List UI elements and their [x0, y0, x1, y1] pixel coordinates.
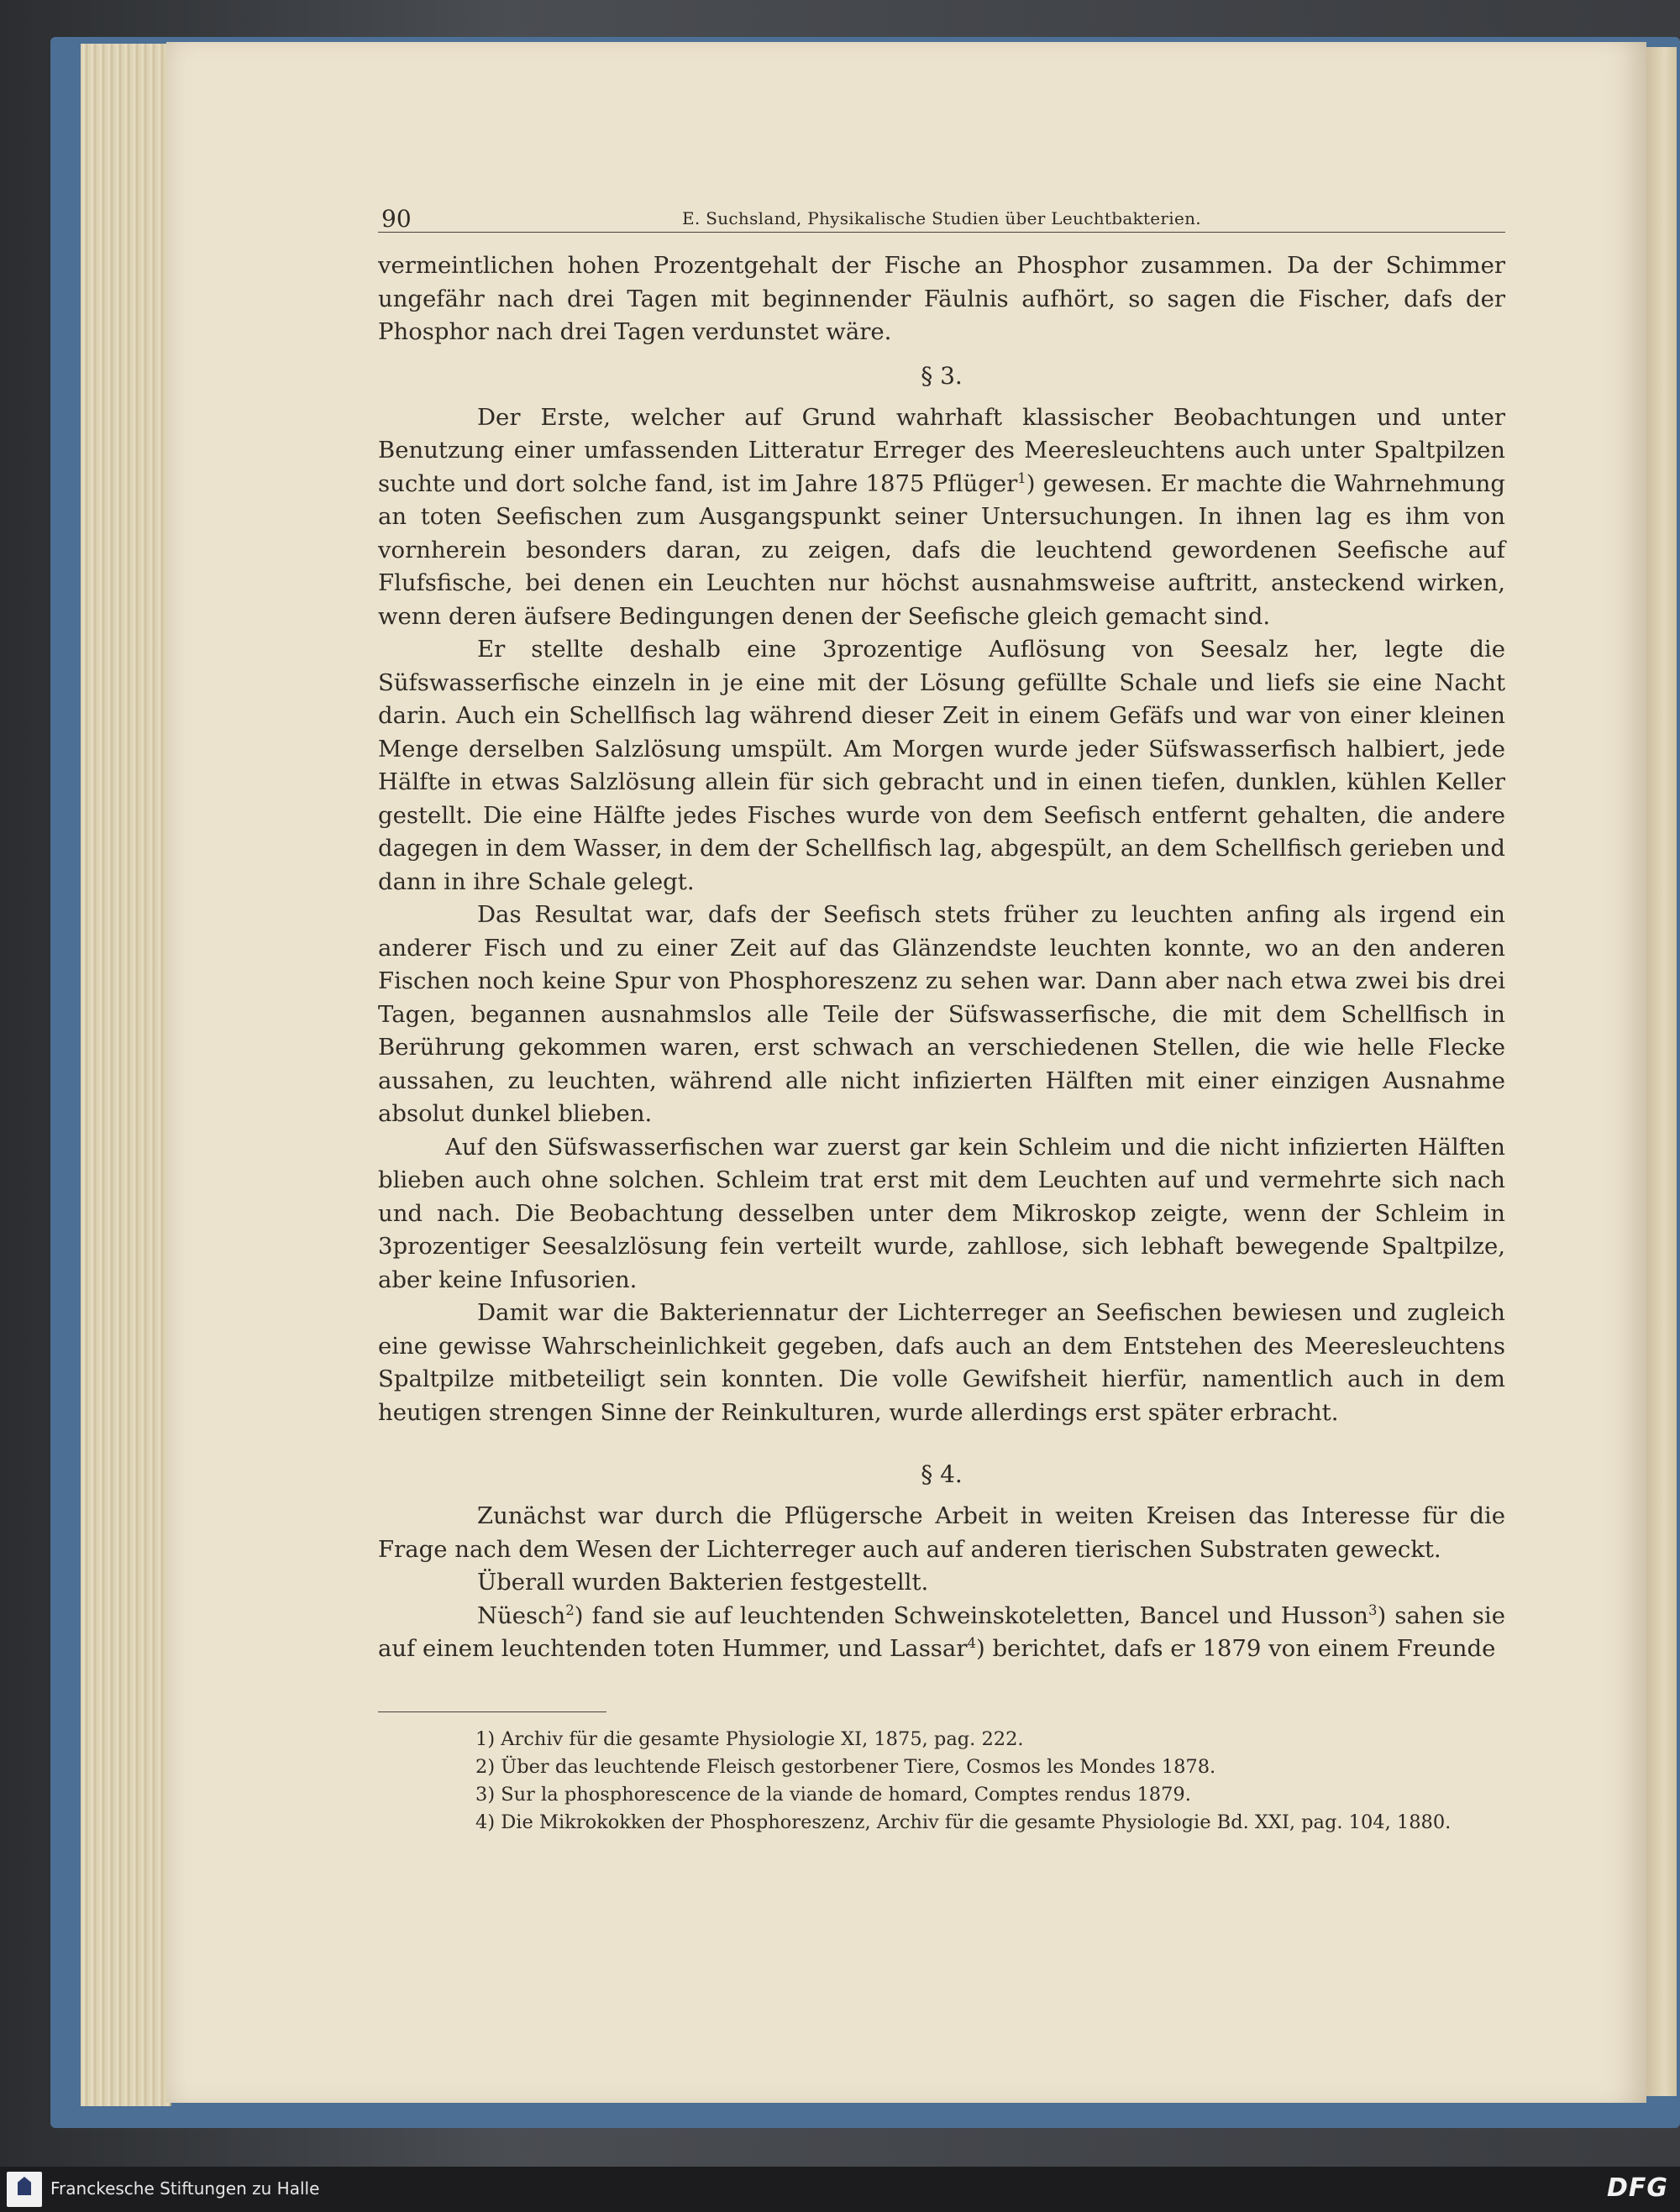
footnote-ref: 1 [1017, 469, 1026, 486]
paragraph: Der Erste, welcher auf Grund wahrhaft klassischer Beobachtungen und unter Benutzung einer umfassenden Litteratur Erreger des Meeresleuchtens auch unter Spaltpilzen suchte und dort solche fand, ist im Jahre 1875 Pflüger$^1$) gewesen. Er machte die Wahrnehmung an toten Seefischen zum Ausgangspunkt seiner Untersuchungen. In ihnen lag es ihm von vornherein besonders daran, zu zeigen, dafs die leuchtend gewordenen Seefische auf Flufsfische, bei denen ein Leuchten nur höchst ausnahmsweise auftritt, ansteckend wirken, wenn deren äufsere Bedingungen denen der Seefische gleich gemacht sind. [378, 403, 1505, 630]
paragraph: Nüesch$^2$) fand sie auf leuchtenden Schweinskoteletten, Bancel und Husson$^3$) sahen sie auf einem leuchtenden toten Hummer, und Lassar$^4$) berichtet, dafs er 1879 von einem Freunde [378, 1601, 1505, 1662]
footnote: 4) Die Mikrokokken der Phosphoreszenz, Archiv für die gesamte Physiologie Bd. XXI, pag. 104, 1880. [475, 1811, 1452, 1833]
paragraph: vermeintlichen hohen Prozentgehalt der Fische an Phosphor zusammen. Da der Schimmer ungefähr nach drei Tagen mit beginnender Fäulnis aufhört, so sagen die Fischer, dafs der Phosphor nach drei Tagen verdunstet wäre. [378, 252, 1505, 345]
viewer-footer [0, 2167, 1680, 2212]
facing-page-edge [1646, 47, 1677, 2096]
page-content [378, 198, 1505, 1837]
footnote: 2) Über das leuchtende Fleisch gestorbener Tiere, Cosmos les Mondes 1878. [475, 1755, 1216, 1778]
dfg-logo: DFG [1606, 2173, 1668, 2203]
section-heading-3: § 3. [921, 361, 963, 390]
footnote: 3) Sur la phosphorescence de la viande de homard, Comptes rendus 1879. [475, 1783, 1191, 1806]
running-title: E. Suchsland, Physikalische Studien über Leuchtbakterien. [682, 208, 1201, 228]
paragraph: Damit war die Bakteriennatur der Lichterreger an Seefischen bewiesen und zugleich eine gewisse Wahrscheinlichkeit gegeben, dafs auch an dem Entstehen des Meeresleuchtens Spaltpilze mitbeteiligt sein konnten. Die volle Gewifsheit hierfür, namentlich auch in dem heutigen strengen Sinne der Reinkulturen, wurde allerdings erst später erbracht. [378, 1299, 1505, 1426]
page-number: 90 [381, 205, 412, 233]
paragraph: Überall wurden Bakterien festgestellt. [477, 1569, 929, 1596]
paragraph: Das Resultat war, dafs der Seefisch stets früher zu leuchten anfing als irgend ein anderer Fisch und zu einer Zeit auf das Glänzendste leuchten konnte, wo an den anderen Fischen noch keine Spur von Phosphoreszenz zu sehen war. Dann aber nach etwa zwei bis drei Tagen, begannen ausnahmslos alle Teile der Süfswasserfische, die mit dem Schellfisch in Berührung gekommen waren, erst schwach an verschiedenen Stellen, die wie helle Flecke aussahen, zu leuchten, während alle nicht infizierten Hälften mit einer einzigen Ausnahme absolut dunkel blieben. [378, 901, 1505, 1127]
institution-logo-icon [7, 2172, 42, 2207]
institution-name: Franckesche Stiftungen zu Halle [50, 2178, 320, 2199]
body-text [378, 249, 1505, 1666]
section-heading-4: § 4. [921, 1460, 963, 1488]
footnote: 1) Archiv für die gesamte Physiologie XI, 1875, pag. 222. [475, 1727, 1024, 1750]
footnote-ref: 2 [565, 1601, 575, 1618]
footnote-ref: 4 [967, 1634, 976, 1651]
paragraph: Zunächst war durch die Pflügersche Arbeit in weiten Kreisen das Interesse für die Frage nach dem Wesen der Lichterreger auch auf anderen tierischen Substraten geweckt. [378, 1502, 1505, 1563]
footnote-divider [378, 1711, 606, 1712]
running-head [378, 198, 1505, 233]
footnotes [378, 1726, 1505, 1837]
paragraph: Er stellte deshalb eine 3prozentige Auflösung von Seesalz her, legte die Süfswasserfische einzeln in je eine mit der Lösung gefüllte Schale und liefs sie eine Nacht darin. Auch ein Schellfisch lag während dieser Zeit in einem Gefäfs und war von einer kleinen Menge derselben Salzlösung umspült. Am Morgen wurde jeder Süfswasserfisch halbiert, jede Hälfte in etwas Salzlösung allein für sich gebracht und in einen tiefen, dunklen, kühlen Keller gestellt. Die eine Hälfte jedes Fisches wurde von dem Seefisch entfernt gehalten, die andere dagegen in dem Wasser, in dem der Schellfisch lag, abgespült, an dem Schellfisch gerieben und dann in ihre Schale gelegt. [378, 636, 1505, 895]
page-edges [81, 44, 171, 2106]
footnote-ref: 3 [1368, 1601, 1378, 1618]
paragraph: Auf den Süfswasserfischen war zuerst gar kein Schleim und die nicht infizierten Hälften blieben auch ohne solchen. Schleim trat erst mit dem Leuchten auf und vermehrte sich nach und nach. Die Beobachtung desselben unter dem Mikroskop zeigte, wenn der Schleim in 3prozentiger Seesalzlösung fein verteilt wurde, zahllose, sich lebhaft bewegende Spaltpilze, aber keine Infusorien. [378, 1133, 1505, 1293]
